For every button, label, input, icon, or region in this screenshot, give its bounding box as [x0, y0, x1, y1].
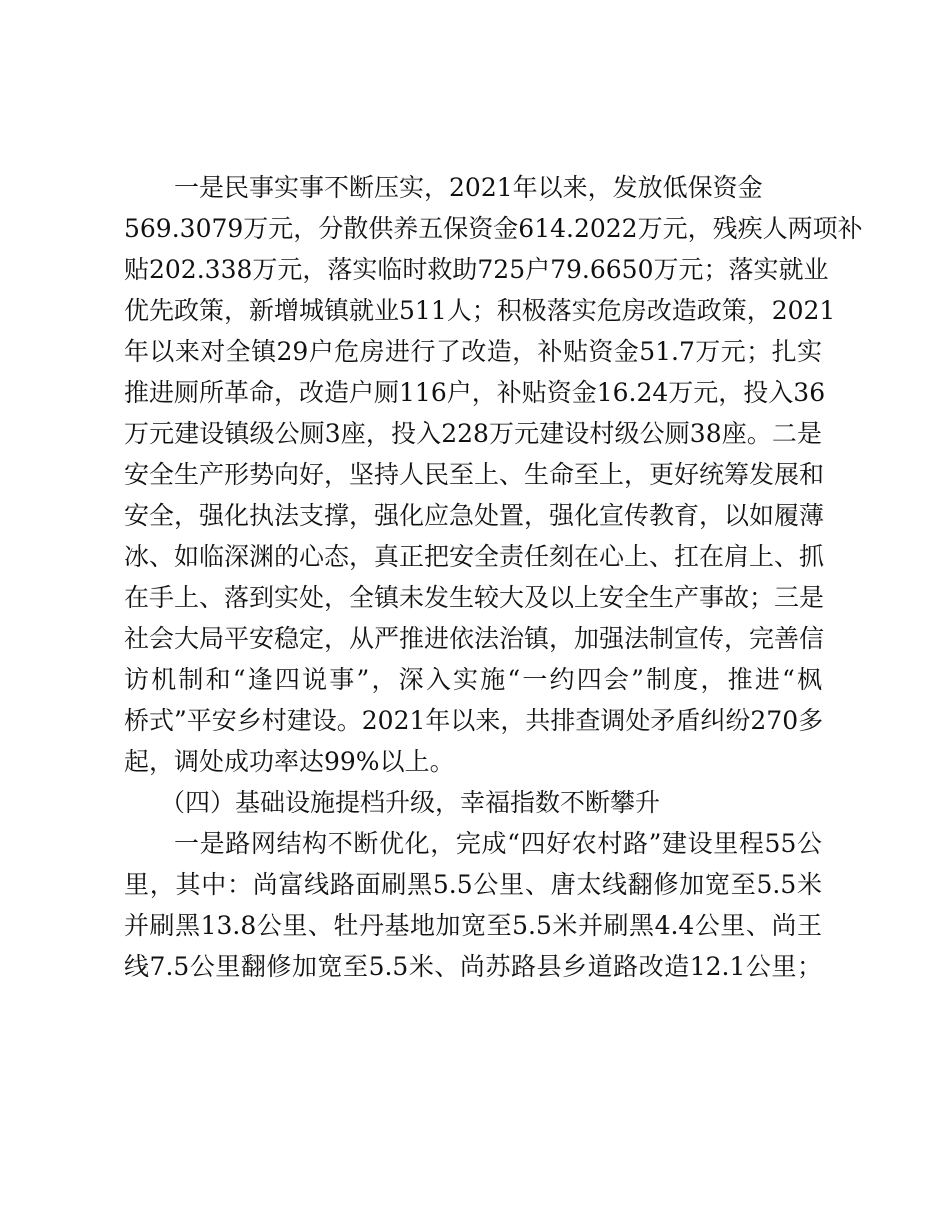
paragraph-line: 桥式”平安乡村建设。2021年以来，共排查调处矛盾纠纷270多 [124, 706, 824, 735]
paragraph-line: 线7.5公里翻修加宽至5.5米、尚苏路县乡道路改造12.1公里； [124, 952, 822, 981]
paragraph-line: 在手上、落到实处，全镇未发生较大及以上安全生产事故；三是 [124, 583, 825, 612]
paragraph-line: 社会大局平安稳定，从严推进依法治镇，加强法制宣传，完善信 [124, 624, 825, 653]
paragraph-line: 安全生产形势向好，坚持人民至上、生命至上，更好统筹发展和 [124, 460, 825, 489]
document-body [124, 167, 863, 987]
paragraph-line: 推进厕所革命，改造户厕116户，补贴资金16.24万元，投入36 [124, 378, 826, 407]
paragraph-line: 冰、如临深渊的心态，真正把安全责任刻在心上、扛在肩上、抓 [124, 542, 825, 571]
paragraph-line: 569.3079万元，分散供养五保资金614.2022万元，残疾人两项补 [124, 214, 863, 243]
paragraph-line: 里，其中：尚富线路面刷黑5.5公里、唐太线翻修加宽至5.5米 [124, 870, 822, 899]
paragraph-line: 贴202.338万元，落实临时救助725户79.6650万元；落实就业 [124, 255, 829, 284]
paragraph-line: 优先政策，新增城镇就业511人；积极落实危房改造政策，2021 [124, 296, 836, 325]
section-heading: （四）基础设施提档升级，幸福指数不断攀升 [160, 788, 661, 817]
paragraph-line: 起，调处成功率达99%以上。 [124, 747, 455, 776]
paragraph-line: 万元建设镇级公厕3座，投入228万元建设村级公厕38座。二是 [124, 419, 822, 448]
paragraph-line: 一是民事实事不断压实，2021年以来，发放低保资金 [174, 173, 763, 202]
paragraph-line: 访机制和“逢四说事”，深入实施“一约四会”制度，推进“枫 [124, 665, 822, 694]
paragraph-line: 一是路网结构不断优化，完成“四好农村路”建设里程55公 [174, 829, 822, 858]
paragraph-line: 安全，强化执法支撑，强化应急处置，强化宣传教育，以如履薄 [124, 501, 825, 530]
paragraph-line: 并刷黑13.8公里、牡丹基地加宽至5.5米并刷黑4.4公里、尚王 [124, 911, 822, 940]
paragraph-line: 年以来对全镇29户危房进行了改造，补贴资金51.7万元；扎实 [124, 337, 822, 366]
